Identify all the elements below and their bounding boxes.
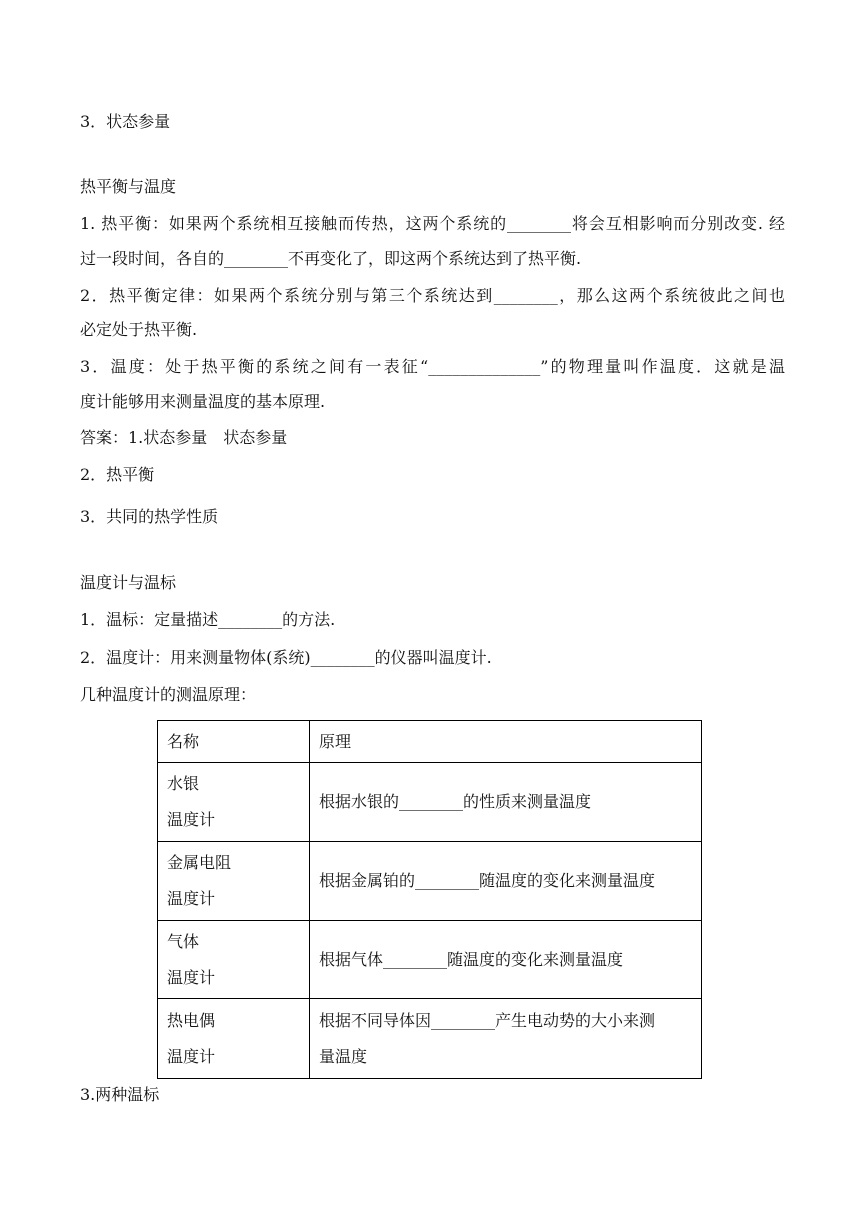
answer-1b: 状态参量 bbox=[223, 428, 288, 447]
thermometer-principle-cell bbox=[310, 763, 702, 842]
thermometer-name-cell bbox=[158, 763, 310, 842]
thermometer-name-line-2: 温度计 bbox=[167, 1046, 216, 1066]
principle-line-1: 根据气体________随温度的变化来测量温度 bbox=[319, 949, 624, 969]
thermometer-item-2: 2．温度计：用来测量物体(系统)________的仪器叫温度计. bbox=[80, 648, 492, 667]
answer-line-1 bbox=[80, 428, 785, 448]
answer-label: 答案：1.状态参量 bbox=[80, 428, 208, 447]
paragraph-3-line-1: 3．温度：处于热平衡的系统之间有一表征“______________”的物理量叫作温度．这就是温 bbox=[80, 357, 785, 376]
thermometer-name-cell bbox=[158, 921, 310, 999]
thermometer-principle-cell bbox=[310, 999, 702, 1079]
thermometer-item-1: 1．温标：定量描述________的方法. bbox=[80, 610, 336, 629]
thermometer-name-line-1: 热电偶 bbox=[167, 1010, 216, 1030]
section-title-thermal-equilibrium: 热平衡与温度 bbox=[80, 177, 177, 196]
paragraph-2-line-1: 2．热平衡定律：如果两个系统分别与第三个系统达到________，那么这两个系统彼此之间也 bbox=[80, 286, 785, 305]
thermometer-name-cell bbox=[158, 999, 310, 1079]
table-intro: 几种温度计的测温原理： bbox=[80, 685, 257, 704]
principle-line-1: 根据不同导体因________产生电动势的大小来测 bbox=[319, 1010, 656, 1030]
thermometer-name-line-1: 气体 bbox=[167, 931, 200, 951]
table-row bbox=[158, 921, 702, 999]
table-row bbox=[158, 842, 702, 921]
section-heading-two-scales: 3.两种温标 bbox=[80, 1085, 160, 1104]
table-row bbox=[158, 763, 702, 842]
answer-line-2: 2．热平衡 bbox=[80, 465, 155, 484]
thermometer-principle-table bbox=[157, 720, 702, 1079]
table-row bbox=[158, 999, 702, 1079]
paragraph-3-line-2: 度计能够用来测量温度的基本原理. bbox=[80, 392, 326, 411]
thermometer-name-line-1: 水银 bbox=[167, 774, 200, 793]
principle-line-1: 根据水银的________的性质来测量温度 bbox=[319, 792, 592, 811]
thermometer-name-line-2: 温度计 bbox=[167, 967, 216, 987]
answer-line-3: 3．共同的热学性质 bbox=[80, 507, 219, 526]
principle-line-2: 量温度 bbox=[319, 1046, 368, 1066]
thermometer-name-line-2: 温度计 bbox=[167, 889, 216, 908]
thermometer-name-line-2: 温度计 bbox=[167, 810, 216, 829]
section-title-thermometer: 温度计与温标 bbox=[80, 573, 177, 592]
thermometer-name-line-1: 金属电阻 bbox=[167, 853, 232, 872]
table-header-principle: 原理 bbox=[310, 721, 702, 763]
thermometer-name-cell bbox=[158, 842, 310, 921]
thermometer-principle-cell bbox=[310, 842, 702, 921]
paragraph-2-line-2: 必定处于热平衡. bbox=[80, 320, 198, 339]
paragraph-1-line-2: 过一段时间，各自的________不再变化了，即这两个系统达到了热平衡. bbox=[80, 249, 582, 268]
table-header-name: 名称 bbox=[158, 721, 310, 763]
table-header-row bbox=[158, 721, 702, 763]
principle-line-1: 根据金属铂的________随温度的变化来测量温度 bbox=[319, 871, 656, 890]
section-heading-state: 3．状态参量 bbox=[80, 112, 171, 131]
thermometer-principle-cell bbox=[310, 921, 702, 999]
paragraph-1-line-1: 1. 热平衡：如果两个系统相互接触而传热，这两个系统的________将会互相影响而分别改变. 经 bbox=[80, 214, 785, 233]
